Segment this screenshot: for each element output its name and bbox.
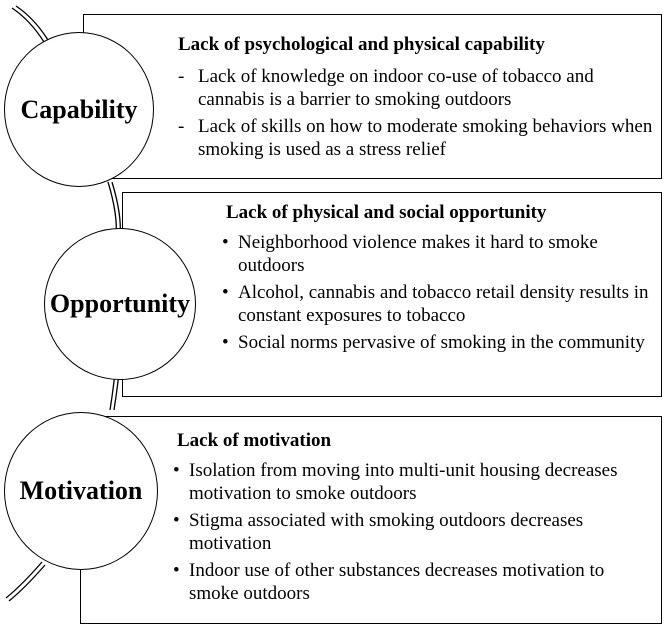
list-item: - Lack of knowledge on indoor co-use of tobacco and cannabis is a barrier to smoking outdoors [178,66,594,110]
list-item: • Isolation from moving into multi-unit housing decreases motivation to smoke outdoors [173,460,618,504]
motivation-heading: Lack of motivation [177,430,332,451]
opportunity-list [222,231,653,354]
list-item: • Indoor use of other substances decreases motivation to smoke outdoors [173,560,605,604]
opportunity-circle [44,228,196,380]
opportunity-label: Opportunity [49,289,191,318]
opportunity-heading: Lack of physical and social opportunity [226,202,547,223]
capability-circle [4,32,154,187]
capability-list [178,65,655,161]
list-item: • Social norms pervasive of smoking in the community [222,332,645,353]
motivation-circle [4,412,158,570]
list-item: • Stigma associated with smoking outdoors decreases motivation [173,510,584,554]
capability-box [83,14,662,179]
motivation-label: Motivation [19,476,143,505]
capability-label: Capability [20,94,138,124]
motivation-list [173,459,653,605]
list-item: • Alcohol, cannabis and tobacco retail density results in constant exposures to tobacco [222,282,649,326]
capability-heading: Lack of psychological and physical capability [178,34,545,55]
motivation-box [80,416,662,624]
list-item: - Lack of skills on how to moderate smoking behaviors when smoking is used as a stress relief [178,116,653,160]
list-item: • Neighborhood violence makes it hard to smoke outdoors [222,232,598,276]
opportunity-box [122,192,662,397]
